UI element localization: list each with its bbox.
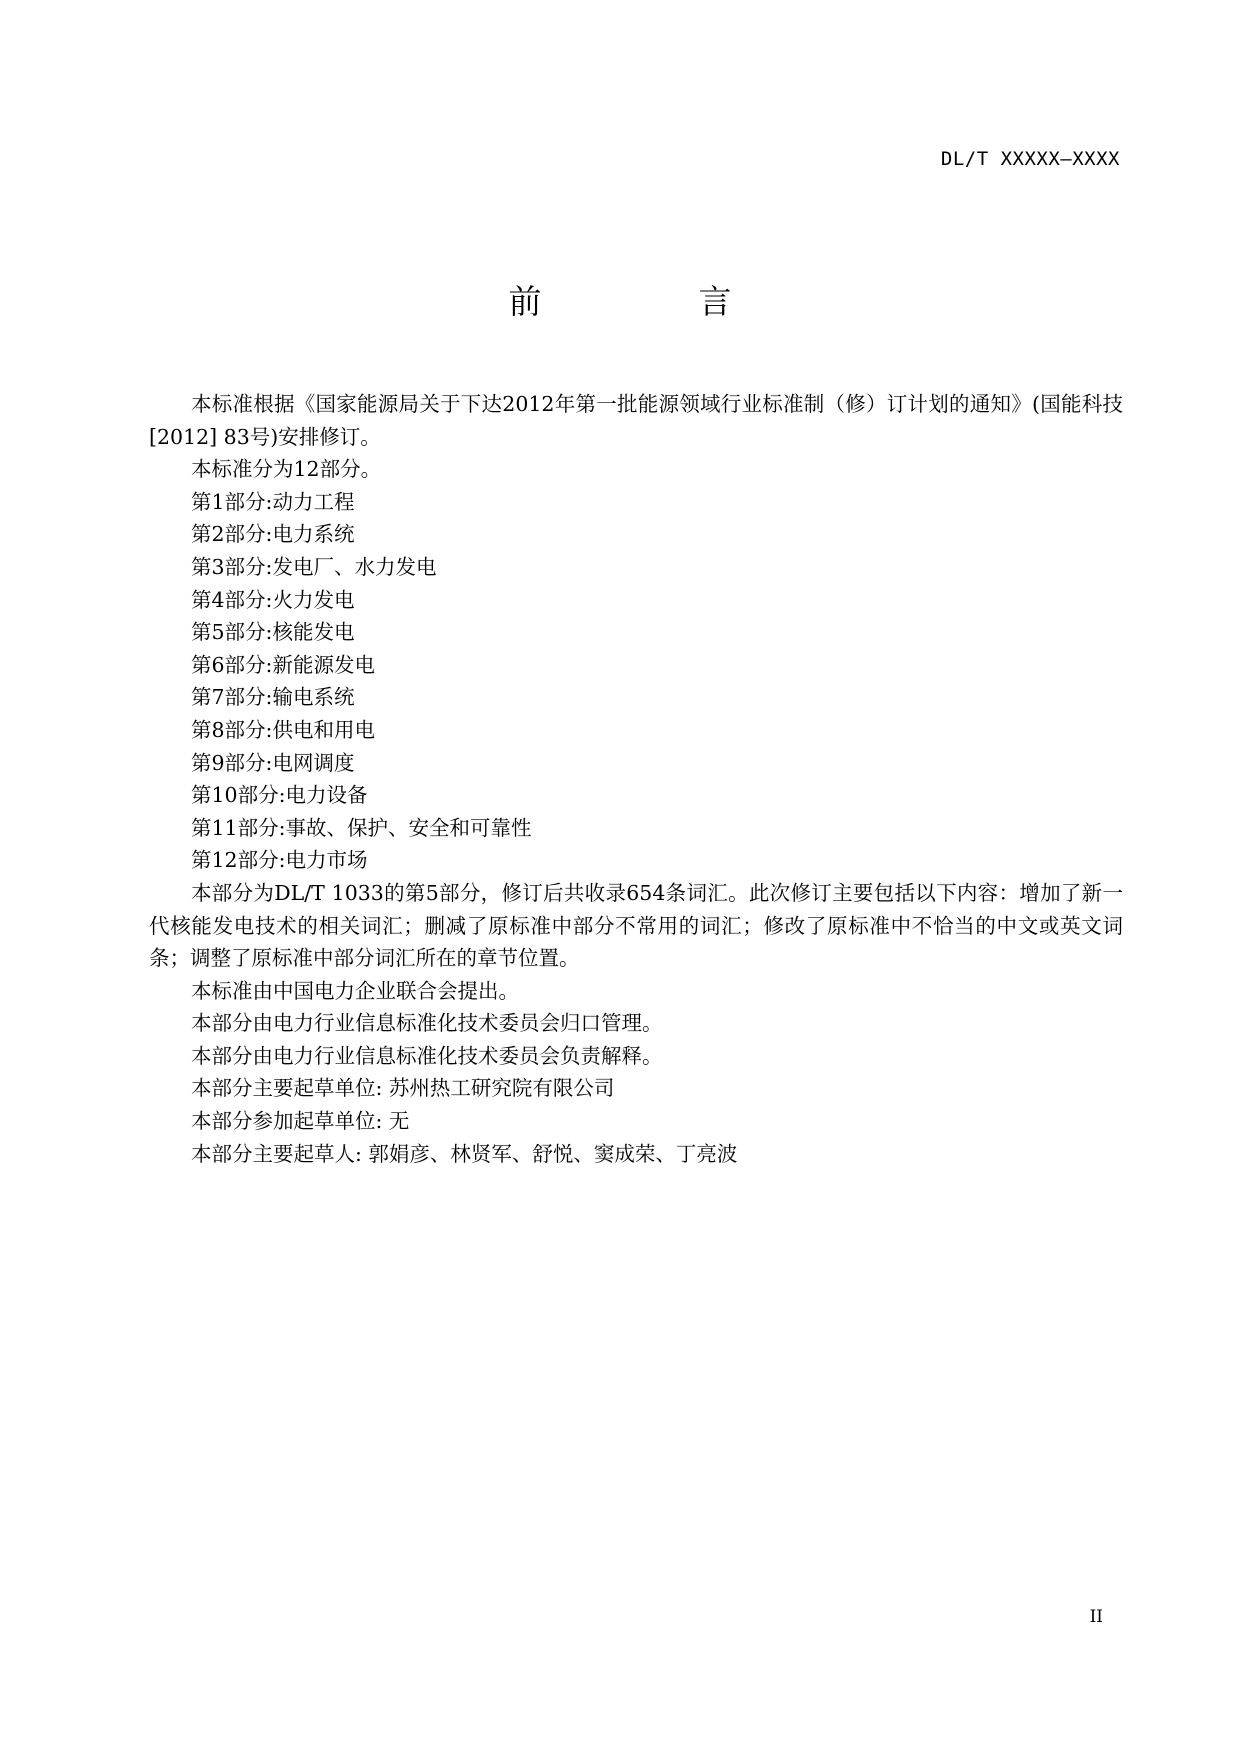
paragraph: 本标准根据《国家能源局关于下达2012年第一批能源领域行业标准制（修）订计划的通知》(国能科技[2012] 83号)安排修订。 [149,392,1123,449]
list-item: 第5部分:核能发电 [191,620,355,645]
list-item: 第11部分:事故、保护、安全和可靠性 [191,815,532,840]
list-item: 第9部分:电网调度 [191,750,355,775]
paragraph: 本标准分为12部分。 [191,457,382,482]
standard-code-header: DL/T XXXXX—XXXX [940,148,1120,170]
list-item: 第3部分:发电厂、水力发电 [191,554,437,579]
page-title: 前 言 [508,282,794,321]
list-item: 第8部分:供电和用电 [191,717,375,742]
list-item: 第2部分:电力系统 [191,522,355,547]
list-item: 第1部分:动力工程 [191,489,355,514]
list-item: 第12部分:电力市场 [191,848,368,873]
paragraph: 本部分主要起草人: 郭娟彦、林贤军、舒悦、窦成荣、丁亮波 [191,1141,738,1166]
paragraph: 本标准由中国电力企业联合会提出。 [191,978,519,1003]
page-number: II [1089,1607,1103,1627]
list-item: 第7部分:输电系统 [191,685,355,710]
paragraph: 本部分主要起草单位: 苏州热工研究院有限公司 [191,1076,615,1101]
foreword-body [149,388,1123,1170]
paragraph: 本部分参加起草单位: 无 [191,1109,410,1134]
list-item: 第6部分:新能源发电 [191,652,375,677]
paragraph: 本部分由电力行业信息标准化技术委员会归口管理。 [191,1011,663,1036]
list-item: 第10部分:电力设备 [191,783,368,808]
list-item: 第4部分:火力发电 [191,587,355,612]
paragraph: 本部分由电力行业信息标准化技术委员会负责解释。 [191,1043,663,1068]
paragraph: 本部分为DL/T 1033的第5部分，修订后共收录654条词汇。此次修订主要包括以下内容：增加了新一代核能发电技术的相关词汇；删减了原标准中部分不常用的词汇；修改了原标准中不恰当的中文或英文词条；调整了原标准中部分词汇所在的章节位置。 [149,880,1123,971]
